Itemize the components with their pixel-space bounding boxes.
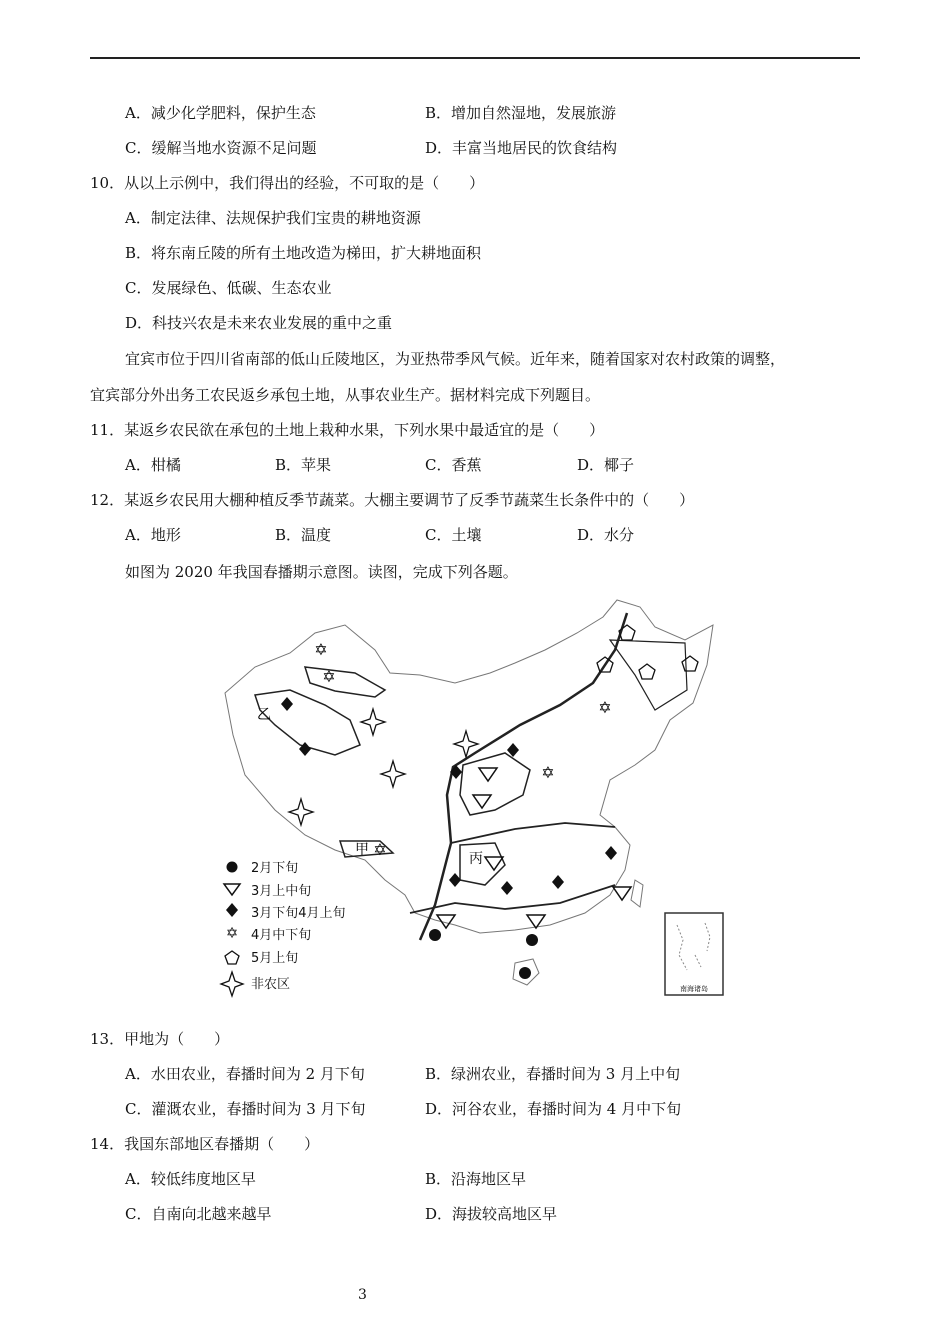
svg-text:✡: ✡ <box>225 924 239 942</box>
q14-option-d[interactable]: D．海拔较高地区早 <box>425 1205 558 1223</box>
legend-label: 4月中下旬 <box>251 928 312 943</box>
map-legend <box>221 861 346 996</box>
symbol-mar-early <box>485 857 503 870</box>
symbol-mar-early <box>613 887 631 900</box>
q13-option-c[interactable]: C．灌溉农业，春播时间为 3 月下旬 <box>125 1100 366 1118</box>
taiwan-outline <box>631 880 643 907</box>
q14-option-a[interactable]: A．较低纬度地区早 <box>125 1170 256 1188</box>
q13-option-b[interactable]: B．绿洲农业，春播时间为 3 月上中旬 <box>425 1065 681 1083</box>
symbol-may-early <box>639 664 655 679</box>
symbol-feb-late <box>429 929 441 941</box>
q13-option-d[interactable]: D．河谷农业，春播时间为 4 月中下旬 <box>425 1100 682 1118</box>
symbol-non-farm <box>289 799 313 825</box>
q11-option-c[interactable]: C．香蕉 <box>425 456 482 474</box>
q12-option-c[interactable]: C．土壤 <box>425 526 482 544</box>
q9-option-a[interactable]: A．减少化学肥料，保护生态 <box>125 104 316 122</box>
q10-option-a[interactable]: A．制定法律、法规保护我们宝贵的耕地资源 <box>125 209 421 227</box>
south-china-sea-inset <box>665 913 723 995</box>
symbol-non-farm <box>381 761 405 787</box>
inset-label: 南海诸岛 <box>680 985 708 993</box>
symbol-mar-early <box>479 768 497 781</box>
symbol-mar-late <box>605 846 617 860</box>
symbol-mar-late <box>281 697 293 711</box>
symbol-apr-mid: ✡ <box>373 840 387 859</box>
map-intro: 如图为 2020 年我国春播期示意图。读图，完成下列各题。 <box>125 563 518 581</box>
q12-option-a[interactable]: A．地形 <box>125 526 181 544</box>
symbol-mar-late <box>552 875 564 889</box>
q12-option-b[interactable]: B．温度 <box>275 526 332 544</box>
label-yi: 乙 <box>257 707 271 723</box>
q10-option-b[interactable]: B．将东南丘陵的所有土地改造为梯田，扩大耕地面积 <box>125 244 482 262</box>
q12-stem: 12．某返乡农民用大棚种植反季节蔬菜。大棚主要调节了反季节蔬菜生长条件中的（ ） <box>90 491 695 509</box>
q11-option-a[interactable]: A．柑橘 <box>125 456 181 474</box>
q9-option-c[interactable]: C．缓解当地水资源不足问题 <box>125 139 317 157</box>
symbol-apr-mid: ✡ <box>314 640 328 659</box>
symbol-feb-late <box>526 934 538 946</box>
q10-option-d[interactable]: D．科技兴农是未来农业发展的重中之重 <box>125 314 393 332</box>
spring-sowing-map <box>215 595 735 1000</box>
symbol-mar-late <box>299 742 311 756</box>
q14-option-b[interactable]: B．沿海地区早 <box>425 1170 527 1188</box>
zone-boundary <box>410 885 615 913</box>
zone-boundary <box>305 667 385 697</box>
zone-boundary <box>460 753 530 815</box>
q14-option-c[interactable]: C．自南向北越来越早 <box>125 1205 272 1223</box>
symbol-mar-early <box>473 795 491 808</box>
q13-option-a[interactable]: A．水田农业，春播时间为 2 月下旬 <box>125 1065 365 1083</box>
label-jia: 甲 <box>355 842 369 858</box>
symbol-non-farm <box>361 709 385 735</box>
symbol-mar-late <box>501 881 513 895</box>
q9-option-b[interactable]: B．增加自然湿地，发展旅游 <box>425 104 617 122</box>
legend-label: 3月下旬4月上旬 <box>251 906 346 921</box>
passage-line-1: 宜宾市位于四川省南部的低山丘陵地区，为亚热带季风气候。近年来，随着国家对农村政策的调整， <box>125 350 786 368</box>
symbol-apr-mid: ✡ <box>322 667 336 686</box>
zone-boundary <box>610 640 687 710</box>
page-number: 3 <box>358 1287 367 1303</box>
symbol-may-early <box>682 656 698 671</box>
q14-stem: 14．我国东部地区春播期（ ） <box>90 1135 320 1153</box>
passage-line-2: 宜宾部分外出务工农民返乡承包土地，从事农业生产。据材料完成下列题目。 <box>90 386 601 404</box>
symbol-apr-mid: ✡ <box>541 763 555 782</box>
zone-boundary <box>451 823 615 843</box>
symbol-mar-late <box>449 873 461 887</box>
q11-option-b[interactable]: B．苹果 <box>275 456 332 474</box>
symbol-apr-mid: ✡ <box>598 698 612 717</box>
q11-stem: 11．某返乡农民欲在承包的土地上栽种水果，下列水果中最适宜的是（ ） <box>90 421 605 439</box>
q10-option-c[interactable]: C．发展绿色、低碳、生态农业 <box>125 279 332 297</box>
q9-option-d[interactable]: D．丰富当地居民的饮食结构 <box>425 139 618 157</box>
legend-label: 非农区 <box>251 977 291 992</box>
q12-option-d[interactable]: D．水分 <box>577 526 635 544</box>
q13-stem: 13．甲地为（ ） <box>90 1030 230 1048</box>
header-rule <box>90 57 860 59</box>
q11-option-d[interactable]: D．椰子 <box>577 456 635 474</box>
q10-stem: 10．从以上示例中，我们得出的经验，不可取的是（ ） <box>90 174 485 192</box>
label-bing: 丙 <box>469 851 483 867</box>
legend-label: 3月上中旬 <box>251 884 312 899</box>
legend-label: 5月上旬 <box>251 951 299 966</box>
legend-label: 2月下旬 <box>251 861 299 876</box>
symbol-feb-late <box>519 967 531 979</box>
